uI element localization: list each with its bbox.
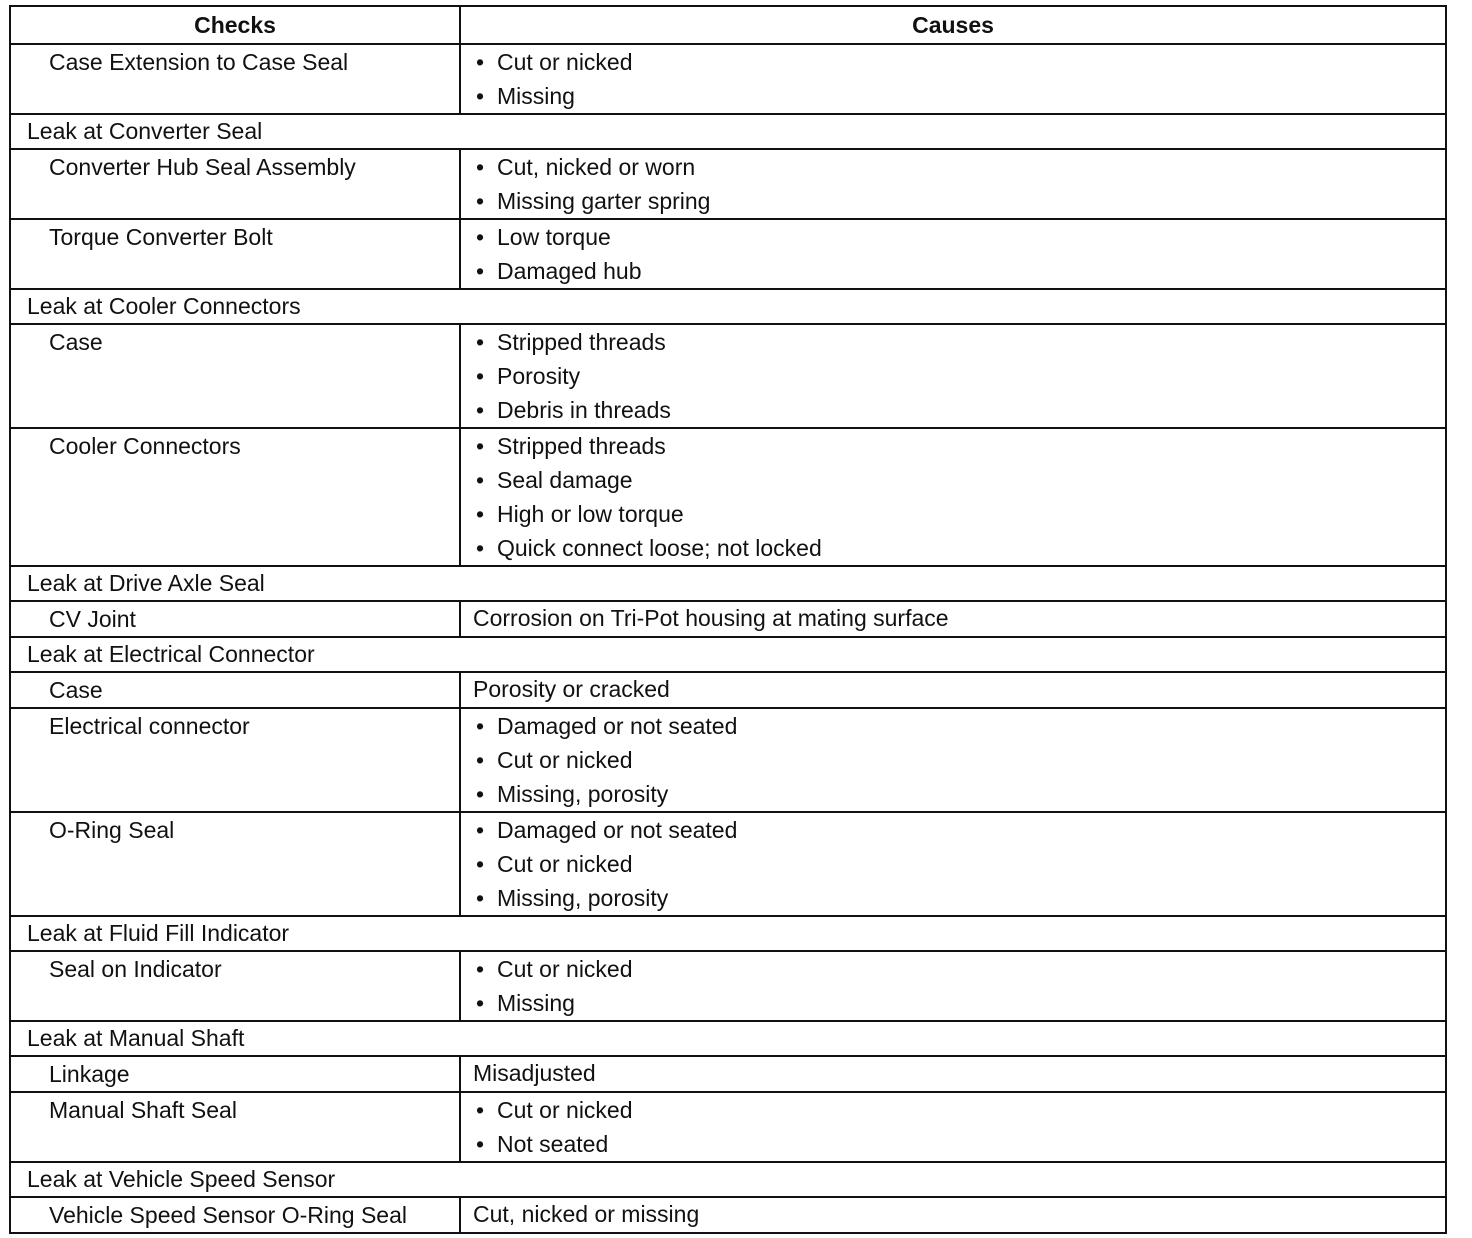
list-item xyxy=(475,1127,1445,1161)
bullet-icon: • xyxy=(475,501,485,527)
table-row xyxy=(10,149,1446,219)
cause-cell xyxy=(460,149,1446,219)
cause-cell xyxy=(460,428,1446,566)
cause-cell: Cut, nicked or missing xyxy=(460,1197,1446,1233)
section-label: Leak at Converter Seal xyxy=(10,114,1446,149)
section-label: Leak at Drive Axle Seal xyxy=(10,566,1446,601)
list-item xyxy=(475,777,1445,811)
check-cell: Manual Shaft Seal xyxy=(10,1092,460,1162)
cause-cell xyxy=(460,44,1446,114)
cause-text: Damaged or not seated xyxy=(497,817,738,843)
cause-list xyxy=(461,1093,1445,1161)
check-cell: Vehicle Speed Sensor O-Ring Seal xyxy=(10,1197,460,1233)
cause-text: Cut or nicked xyxy=(497,956,633,982)
cause-text: Missing, porosity xyxy=(497,781,669,807)
cause-text: Debris in threads xyxy=(497,397,671,423)
cause-list xyxy=(461,45,1445,113)
check-cell: Case Extension to Case Seal xyxy=(10,44,460,114)
check-cell: Torque Converter Bolt xyxy=(10,219,460,289)
bullet-icon: • xyxy=(475,467,485,493)
cause-text: Cut or nicked xyxy=(497,747,633,773)
cause-list xyxy=(461,709,1445,811)
cause-cell: Porosity or cracked xyxy=(460,672,1446,708)
list-item xyxy=(475,1093,1445,1127)
cause-text: Damaged or not seated xyxy=(497,713,738,739)
check-cell: Case xyxy=(10,672,460,708)
bullet-icon: • xyxy=(475,535,485,561)
cause-list xyxy=(461,325,1445,427)
section-row xyxy=(10,637,1446,672)
bullet-icon: • xyxy=(475,885,485,911)
list-item xyxy=(475,150,1445,184)
bullet-icon: • xyxy=(475,154,485,180)
bullet-icon: • xyxy=(475,956,485,982)
cause-cell: Misadjusted xyxy=(460,1056,1446,1092)
list-item xyxy=(475,531,1445,565)
bullet-icon: • xyxy=(475,817,485,843)
list-item xyxy=(475,743,1445,777)
table-row xyxy=(10,812,1446,916)
list-item xyxy=(475,45,1445,79)
list-item xyxy=(475,79,1445,113)
list-item xyxy=(475,325,1445,359)
bullet-icon: • xyxy=(475,747,485,773)
cause-text: Porosity xyxy=(497,363,581,389)
cause-cell xyxy=(460,1092,1446,1162)
bullet-icon: • xyxy=(475,781,485,807)
list-item xyxy=(475,497,1445,531)
section-row xyxy=(10,916,1446,951)
bullet-icon: • xyxy=(475,397,485,423)
table-row xyxy=(10,1197,1446,1233)
list-item xyxy=(475,220,1445,254)
check-cell: Cooler Connectors xyxy=(10,428,460,566)
section-label: Leak at Manual Shaft xyxy=(10,1021,1446,1056)
check-cell: CV Joint xyxy=(10,601,460,637)
bullet-icon: • xyxy=(475,224,485,250)
cause-text: Stripped threads xyxy=(497,329,666,355)
section-label: Leak at Electrical Connector xyxy=(10,637,1446,672)
list-item xyxy=(475,952,1445,986)
bullet-icon: • xyxy=(475,329,485,355)
section-label: Leak at Cooler Connectors xyxy=(10,289,1446,324)
check-cell: Converter Hub Seal Assembly xyxy=(10,149,460,219)
list-item xyxy=(475,709,1445,743)
list-item xyxy=(475,393,1445,427)
cause-text: Cut, nicked or worn xyxy=(497,154,696,180)
list-item xyxy=(475,254,1445,288)
cause-text: Missing garter spring xyxy=(497,188,711,214)
checks-causes-table xyxy=(9,5,1447,1234)
list-item xyxy=(475,184,1445,218)
section-row xyxy=(10,289,1446,324)
check-cell: O-Ring Seal xyxy=(10,812,460,916)
check-cell: Linkage xyxy=(10,1056,460,1092)
cause-text: Missing xyxy=(497,990,575,1016)
section-row xyxy=(10,566,1446,601)
cause-list xyxy=(461,952,1445,1020)
check-cell: Seal on Indicator xyxy=(10,951,460,1021)
cause-text: Stripped threads xyxy=(497,433,666,459)
bullet-icon: • xyxy=(475,990,485,1016)
check-cell: Electrical connector xyxy=(10,708,460,812)
cause-text: Damaged hub xyxy=(497,258,642,284)
cause-list xyxy=(461,150,1445,218)
cause-cell xyxy=(460,708,1446,812)
checks-causes-sheet xyxy=(9,5,1445,1234)
cause-list xyxy=(461,429,1445,565)
cause-text: Cut or nicked xyxy=(497,49,633,75)
bullet-icon: • xyxy=(475,83,485,109)
table-row xyxy=(10,1092,1446,1162)
section-label: Leak at Fluid Fill Indicator xyxy=(10,916,1446,951)
cause-text: Seal damage xyxy=(497,467,633,493)
section-row xyxy=(10,1162,1446,1197)
table-row xyxy=(10,324,1446,428)
list-item xyxy=(475,986,1445,1020)
cause-text: High or low torque xyxy=(497,501,684,527)
table-row xyxy=(10,428,1446,566)
check-cell: Case xyxy=(10,324,460,428)
cause-cell: Corrosion on Tri-Pot housing at mating surface xyxy=(460,601,1446,637)
cause-text: Missing xyxy=(497,83,575,109)
table-row xyxy=(10,601,1446,637)
bullet-icon: • xyxy=(475,1131,485,1157)
cause-cell xyxy=(460,812,1446,916)
table-row xyxy=(10,672,1446,708)
list-item xyxy=(475,881,1445,915)
bullet-icon: • xyxy=(475,433,485,459)
table-body xyxy=(10,44,1446,1233)
cause-text: Not seated xyxy=(497,1131,609,1157)
cause-text: Missing, porosity xyxy=(497,885,669,911)
section-row xyxy=(10,1021,1446,1056)
cause-text: Quick connect loose; not locked xyxy=(497,535,822,561)
table-header-row xyxy=(10,6,1446,44)
bullet-icon: • xyxy=(475,49,485,75)
checks-column-header: Checks xyxy=(10,6,460,44)
bullet-icon: • xyxy=(475,188,485,214)
list-item xyxy=(475,429,1445,463)
bullet-icon: • xyxy=(475,363,485,389)
bullet-icon: • xyxy=(475,258,485,284)
bullet-icon: • xyxy=(475,713,485,739)
table-row xyxy=(10,951,1446,1021)
table-row xyxy=(10,1056,1446,1092)
bullet-icon: • xyxy=(475,851,485,877)
causes-column-header: Causes xyxy=(460,6,1446,44)
cause-cell xyxy=(460,951,1446,1021)
cause-text: Cut or nicked xyxy=(497,851,633,877)
section-label: Leak at Vehicle Speed Sensor xyxy=(10,1162,1446,1197)
table-row xyxy=(10,219,1446,289)
list-item xyxy=(475,847,1445,881)
section-row xyxy=(10,114,1446,149)
list-item xyxy=(475,463,1445,497)
cause-text: Low torque xyxy=(497,224,611,250)
table-row xyxy=(10,44,1446,114)
cause-list xyxy=(461,813,1445,915)
cause-text: Cut or nicked xyxy=(497,1097,633,1123)
list-item xyxy=(475,813,1445,847)
list-item xyxy=(475,359,1445,393)
table-row xyxy=(10,708,1446,812)
cause-list xyxy=(461,220,1445,288)
cause-cell xyxy=(460,324,1446,428)
bullet-icon: • xyxy=(475,1097,485,1123)
cause-cell xyxy=(460,219,1446,289)
